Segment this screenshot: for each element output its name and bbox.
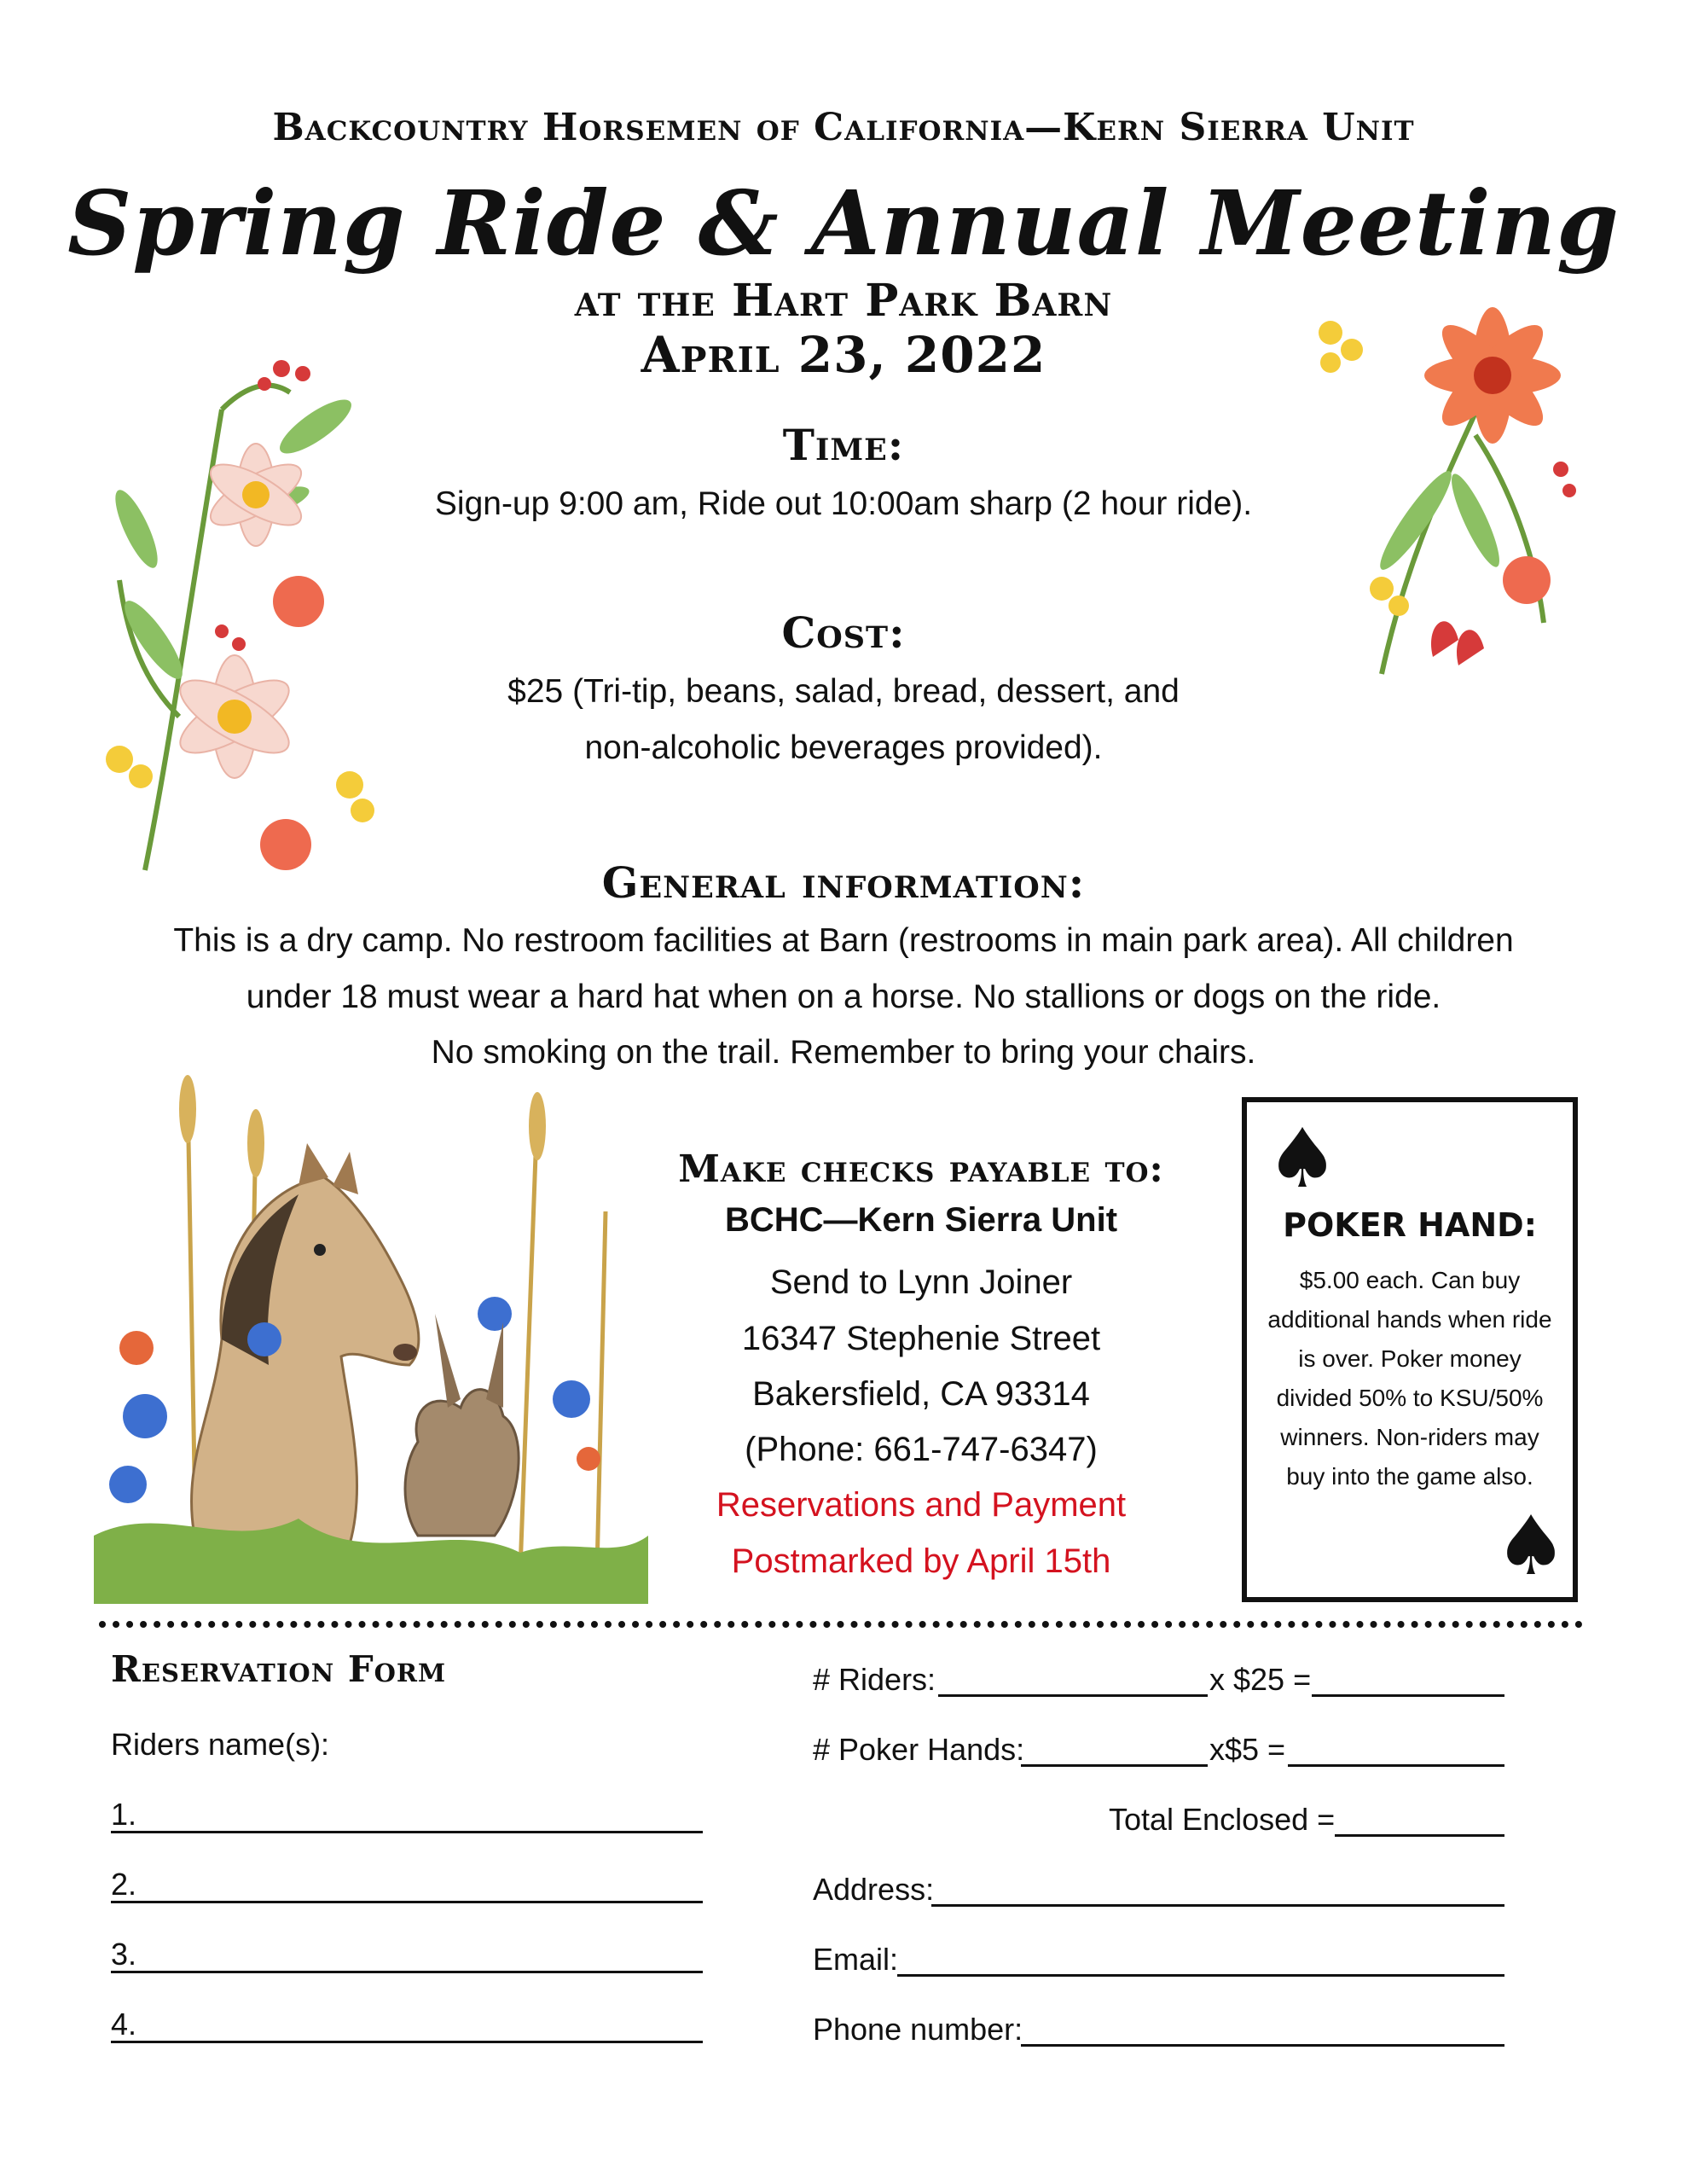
checks-phone: (Phone: 661-747-6347) [745, 1431, 1098, 1468]
checks-street: 16347 Stephenie Street [741, 1320, 1101, 1357]
checks-payee: BCHC—Kern Sierra Unit [724, 1201, 1118, 1239]
rider-number-3: 3. [111, 1937, 137, 1972]
cost-heading: Cost: [781, 607, 906, 658]
poker-line-5: winners. Non-riders may [1280, 1424, 1539, 1450]
total-enclosed-field[interactable] [1335, 1834, 1504, 1837]
email-label: Email: [813, 1942, 899, 1977]
phone-number-field[interactable] [1021, 2044, 1504, 2047]
poker-hands-label: # Poker Hands: [813, 1732, 1025, 1767]
riders-count-field[interactable] [938, 1694, 1208, 1697]
rider-number-1: 1. [111, 1797, 137, 1832]
reservation-form-heading: Reservation Form [111, 1648, 447, 1690]
general-info-heading: General information: [601, 857, 1086, 908]
poker-line-1: $5.00 each. Can buy [1299, 1267, 1521, 1293]
spade-icon: ♠ [1266, 1111, 1340, 1206]
address-field[interactable] [931, 1904, 1504, 1907]
rider-name-field-4[interactable] [111, 2041, 703, 2043]
general-info-line-2: under 18 must wear a hard hat when on a horse. No stallions or dogs on the ride. [246, 979, 1441, 1015]
general-info-line-3: No smoking on the trail. Remember to bring your chairs. [431, 1034, 1256, 1071]
poker-line-6: buy into the game also. [1286, 1463, 1533, 1490]
deadline-line-2: Postmarked by April 15th [731, 1542, 1111, 1580]
riders-multiplier-label: x $25 = [1209, 1662, 1312, 1697]
poker-hands-field[interactable] [1021, 1764, 1208, 1767]
deadline-line-1: Reservations and Payment [716, 1486, 1127, 1524]
rider-name-field-3[interactable] [111, 1971, 703, 1973]
event-title: Spring Ride & Annual Meeting [67, 171, 1620, 276]
poker-multiplier-label: x$5 = [1209, 1732, 1286, 1767]
phone-number-label: Phone number: [813, 2012, 1023, 2047]
poker-line-2: additional hands when ride [1267, 1306, 1552, 1333]
spade-icon-bottom: ♠ [1494, 1498, 1568, 1594]
riders-count-label: # Riders: [813, 1662, 936, 1697]
riders-subtotal-field[interactable] [1312, 1694, 1504, 1697]
rider-name-field-2[interactable] [111, 1901, 703, 1903]
dotted-divider [99, 1621, 1583, 1628]
poker-heading: POKER HAND: [1283, 1206, 1537, 1244]
checks-heading: Make checks payable to: [678, 1147, 1164, 1191]
event-date: April 23, 2022 [641, 326, 1046, 384]
general-info-line-1: This is a dry camp. No restroom facilities at Barn (restrooms in main park area). All children [173, 922, 1514, 959]
poker-line-4: divided 50% to KSU/50% [1276, 1385, 1544, 1411]
event-venue: at the Hart Park Barn [574, 275, 1113, 327]
foal-and-rabbits-illustration [94, 1058, 648, 1604]
cost-line-1: $25 (Tri-tip, beans, salad, bread, dessert, and [507, 673, 1180, 710]
organization-name: Backcountry Horsemen of California—Kern Sierra Unit [272, 106, 1415, 149]
poker-subtotal-field[interactable] [1288, 1764, 1504, 1767]
address-label: Address: [813, 1872, 935, 1907]
rider-number-2: 2. [111, 1867, 137, 1902]
total-enclosed-label: Total Enclosed = [1109, 1802, 1336, 1837]
rider-name-field-1[interactable] [111, 1831, 703, 1833]
rider-number-4: 4. [111, 2007, 137, 2042]
poker-hand-card [1242, 1097, 1578, 1602]
time-heading: Time: [782, 420, 905, 470]
cost-line-2: non-alcoholic beverages provided). [584, 729, 1103, 766]
poker-line-3: is over. Poker money [1298, 1345, 1522, 1372]
checks-city: Bakersfield, CA 93314 [752, 1375, 1090, 1413]
checks-send-to: Send to Lynn Joiner [769, 1263, 1073, 1301]
email-field[interactable] [897, 1974, 1504, 1977]
riders-name-label: Riders name(s): [111, 1727, 330, 1762]
time-text: Sign-up 9:00 am, Ride out 10:00am sharp (2 hour ride). [434, 485, 1253, 522]
